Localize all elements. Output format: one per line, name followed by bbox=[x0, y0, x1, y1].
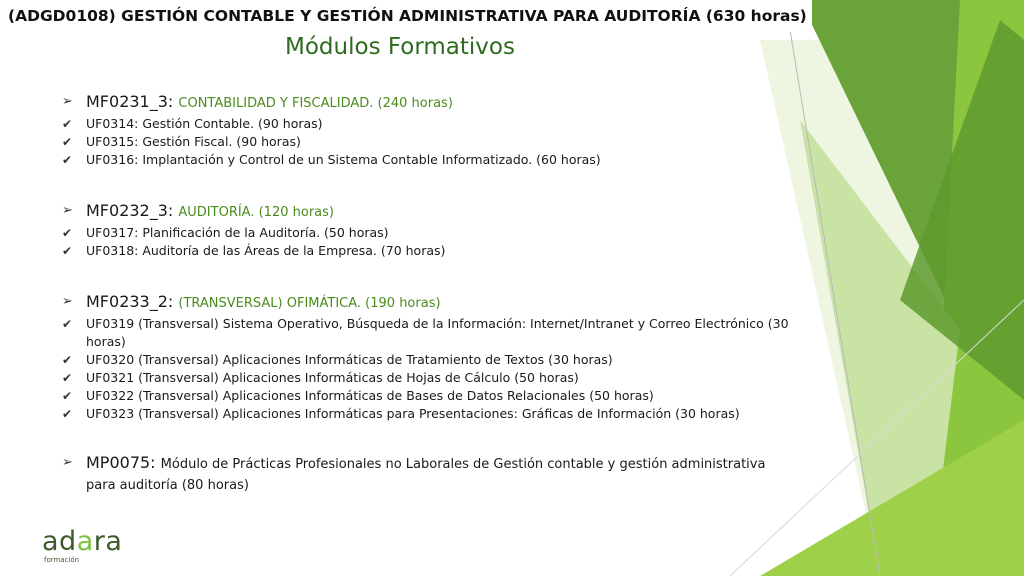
list-item bbox=[60, 224, 790, 242]
unit-label: UF0321 (Transversal) Aplicaciones Informáticas de Hojas de Cálculo (50 horas) bbox=[86, 370, 579, 385]
module-code: MF0231_3: bbox=[86, 92, 174, 111]
module-code: MF0233_2: bbox=[86, 292, 174, 311]
module-description: Módulo de Prácticas Profesionales no Laborales de Gestión contable y gestión administrativa para auditoría (80 horas) bbox=[86, 457, 766, 493]
course-banner: (ADGD0108) GESTIÓN CONTABLE Y GESTIÓN ADMINISTRATIVA PARA AUDITORÍA (630 horas) bbox=[0, 0, 812, 32]
module-description: (TRANSVERSAL) OFIMÁTICA. (190 horas) bbox=[178, 296, 441, 311]
list-item bbox=[60, 315, 790, 351]
module-mf0232 bbox=[60, 201, 790, 260]
unit-label: UF0315: Gestión Fiscal. (90 horas) bbox=[86, 134, 301, 149]
checkmark-icon: ✔ bbox=[62, 353, 73, 367]
unit-label: UF0316: Implantación y Control de un Sistema Contable Informatizado. (60 horas) bbox=[86, 152, 601, 167]
list-item bbox=[60, 369, 790, 387]
list-item bbox=[60, 242, 790, 260]
list-item bbox=[60, 133, 790, 151]
logo-word-end: ra bbox=[93, 526, 123, 557]
logo-word-accent: a bbox=[76, 526, 94, 557]
logo-word-start: ad bbox=[42, 526, 77, 557]
list-item bbox=[60, 387, 790, 405]
modules-list bbox=[60, 92, 790, 495]
unit-list bbox=[60, 224, 790, 260]
unit-label: UF0314: Gestión Contable. (90 horas) bbox=[86, 116, 323, 131]
checkmark-icon: ✔ bbox=[62, 389, 73, 403]
list-item bbox=[60, 115, 790, 133]
unit-label: UF0319 (Transversal) Sistema Operativo, Búsqueda de la Información: Internet/Intranet y Correo Electrónico (30 horas) bbox=[86, 316, 789, 349]
checkmark-icon: ✔ bbox=[62, 317, 73, 331]
checkmark-icon: ✔ bbox=[62, 135, 73, 149]
checkmark-icon: ✔ bbox=[62, 226, 73, 240]
unit-label: UF0317: Planificación de la Auditoría. (50 horas) bbox=[86, 225, 389, 240]
checkmark-icon: ✔ bbox=[62, 153, 73, 167]
arrow-bullet-icon: ➢ bbox=[62, 94, 73, 109]
arrow-bullet-icon: ➢ bbox=[62, 455, 73, 470]
logo-wordmark bbox=[42, 528, 122, 556]
arrow-bullet-icon: ➢ bbox=[62, 294, 73, 309]
module-mf0233 bbox=[60, 292, 790, 423]
unit-list bbox=[60, 315, 790, 423]
unit-label: UF0320 (Transversal) Aplicaciones Informáticas de Tratamiento de Textos (30 horas) bbox=[86, 352, 613, 367]
module-code: MP0075: bbox=[86, 453, 156, 472]
checkmark-icon: ✔ bbox=[62, 407, 73, 421]
module-mf0231 bbox=[60, 92, 790, 169]
adara-logo bbox=[42, 528, 122, 564]
module-mp0075 bbox=[60, 453, 790, 495]
unit-list bbox=[60, 115, 790, 169]
module-description: CONTABILIDAD Y FISCALIDAD. (240 horas) bbox=[178, 96, 453, 111]
unit-label: UF0318: Auditoría de las Áreas de la Empresa. (70 horas) bbox=[86, 243, 446, 258]
list-item bbox=[60, 151, 790, 169]
page-title: Módulos Formativos bbox=[285, 34, 515, 60]
unit-label: UF0322 (Transversal) Aplicaciones Informáticas de Bases de Datos Relacionales (50 horas) bbox=[86, 388, 654, 403]
arrow-bullet-icon: ➢ bbox=[62, 203, 73, 218]
module-heading bbox=[60, 292, 790, 313]
module-heading bbox=[60, 453, 790, 495]
module-heading bbox=[60, 201, 790, 222]
module-description: AUDITORÍA. (120 horas) bbox=[178, 205, 334, 220]
module-heading bbox=[60, 92, 790, 113]
logo-subtitle: formación bbox=[44, 556, 80, 564]
unit-label: UF0323 (Transversal) Aplicaciones Informáticas para Presentaciones: Gráficas de Información (30 horas) bbox=[86, 406, 740, 421]
module-code: MF0232_3: bbox=[86, 201, 174, 220]
list-item bbox=[60, 405, 790, 423]
list-item bbox=[60, 351, 790, 369]
checkmark-icon: ✔ bbox=[62, 117, 73, 131]
checkmark-icon: ✔ bbox=[62, 244, 73, 258]
checkmark-icon: ✔ bbox=[62, 371, 73, 385]
